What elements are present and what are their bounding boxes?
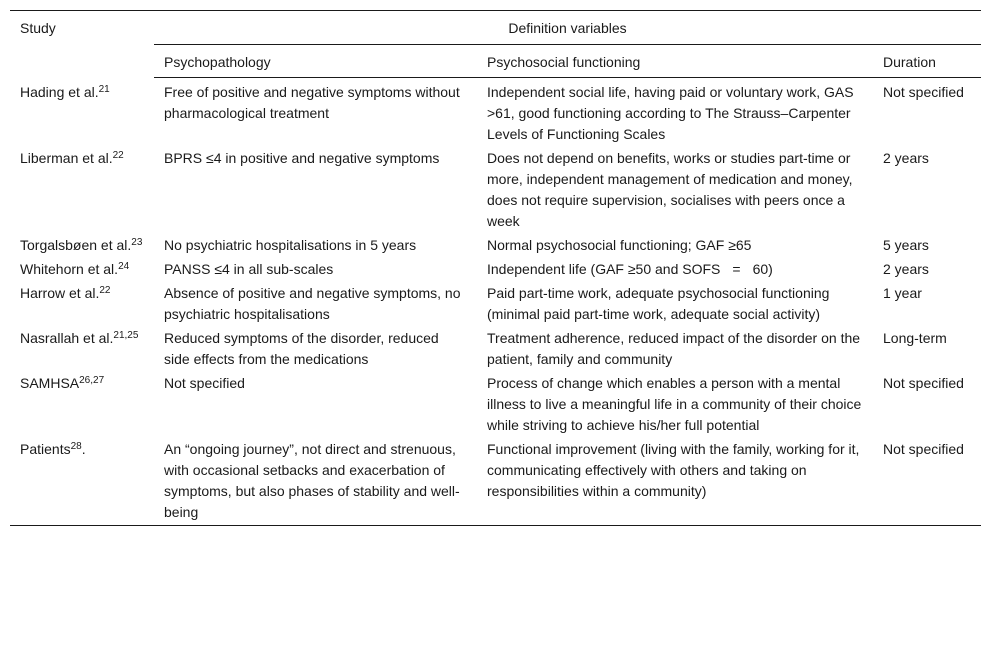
psychosocial-text-part-b: 60) — [752, 261, 773, 277]
reference-superscript: 28 — [70, 441, 82, 452]
duration-cell: 1 year — [883, 285, 922, 301]
study-name: Hading et al. — [20, 83, 99, 100]
study-name: SAMHSA — [20, 375, 80, 391]
psychopathology-cell: Absence of positive and negative symptoms, no psychiatric hospitalisations — [164, 285, 461, 322]
duration-cell: Not specified — [883, 375, 964, 391]
study-cell — [10, 146, 154, 233]
study-cell — [10, 78, 154, 147]
study-name: Nasrallah et al. — [20, 330, 114, 346]
duration-cell: 5 years — [883, 237, 929, 253]
reference-superscript: 23 — [131, 237, 143, 248]
study-cell — [10, 257, 154, 281]
psychopathology-cell: Not specified — [164, 375, 245, 391]
psychosocial-cell: Process of change which enables a person with a mental illness to live a meaningful life in a community of their choice while striving to achieve his/her full potential — [487, 375, 862, 433]
psychosocial-cell: Treatment adherence, reduced impact of the disorder on the patient, family and community — [487, 330, 861, 367]
duration-cell: Long-term — [883, 330, 947, 346]
study-cell — [10, 437, 154, 526]
study-cell — [10, 233, 154, 257]
psychosocial-cell: Normal psychosocial functioning; GAF ≥65 — [487, 237, 752, 253]
table-body — [10, 78, 981, 526]
psychosocial-cell: Independent social life, having paid or voluntary work, GAS >61, good functioning according to The Strauss–Carpenter Levels of Functioning Scales — [487, 84, 854, 142]
study-name: Harrow et al. — [20, 285, 100, 301]
table-row — [10, 371, 981, 437]
reference-superscript: 26,27 — [79, 375, 105, 386]
recovery-definitions-table-container — [10, 10, 981, 526]
psychopathology-cell: BPRS ≤4 in positive and negative symptoms — [164, 150, 440, 166]
psychosocial-text-part-a: Independent life (GAF ≥50 and SOFS — [487, 261, 721, 277]
header-psychosocial-functioning: Psychosocial functioning — [477, 45, 873, 78]
recovery-definitions-table — [10, 10, 981, 526]
study-cell — [10, 371, 154, 437]
table-row — [10, 233, 981, 257]
header-duration: Duration — [873, 45, 981, 78]
table-row — [10, 281, 981, 326]
study-name: Patients — [20, 441, 71, 457]
psychosocial-cell: Paid part-time work, adequate psychosocial functioning (minimal paid part-time work, adequate social activity) — [487, 285, 830, 322]
study-suffix: . — [81, 441, 86, 457]
header-study: Study — [10, 11, 154, 78]
reference-superscript: 24 — [118, 261, 130, 272]
table-row — [10, 78, 981, 147]
study-cell — [10, 281, 154, 326]
equals-sign: = — [732, 261, 741, 277]
psychosocial-cell: Does not depend on benefits, works or studies part-time or more, independent management of medication and money, does not require supervision, socialises with peers once a week — [487, 150, 853, 229]
table-row — [10, 437, 981, 526]
psychopathology-cell: No psychiatric hospitalisations in 5 years — [164, 237, 417, 253]
reference-superscript: 21,25 — [113, 330, 139, 341]
reference-superscript: 22 — [99, 285, 111, 296]
table-row — [10, 146, 981, 233]
duration-cell: 2 years — [883, 261, 929, 277]
psychopathology-cell: Free of positive and negative symptoms without pharmacological treatment — [164, 84, 460, 121]
duration-cell: 2 years — [883, 150, 929, 166]
psychosocial-cell: Functional improvement (living with the family, working for it, communicating effectively with others and taking on responsibilities within a community) — [477, 437, 873, 526]
reference-superscript: 21 — [98, 83, 110, 95]
study-name: Torgalsbøen et al. — [20, 237, 132, 253]
study-name: Whitehorn et al. — [20, 261, 119, 277]
psychopathology-cell: An “ongoing journey”, not direct and strenuous, with occasional setbacks and exacerbation of symptoms, but also phases of stability and well-being — [154, 437, 477, 526]
duration-cell: Not specified — [883, 84, 964, 100]
header-definition-variables: Definition variables — [154, 11, 981, 45]
table-row — [10, 326, 981, 371]
psychopathology-cell: PANSS ≤4 in all sub-scales — [164, 261, 334, 277]
table-row — [10, 257, 981, 281]
table-header — [10, 11, 981, 78]
psychosocial-cell — [477, 257, 873, 281]
psychopathology-cell: Reduced symptoms of the disorder, reduced side effects from the medications — [164, 330, 439, 367]
study-cell — [10, 326, 154, 371]
header-row-columns — [10, 45, 981, 78]
duration-cell: Not specified — [873, 437, 981, 526]
reference-superscript: 22 — [112, 150, 124, 161]
study-name: Liberman et al. — [20, 150, 113, 166]
header-row-group — [10, 11, 981, 45]
header-psychopathology: Psychopathology — [154, 45, 477, 78]
